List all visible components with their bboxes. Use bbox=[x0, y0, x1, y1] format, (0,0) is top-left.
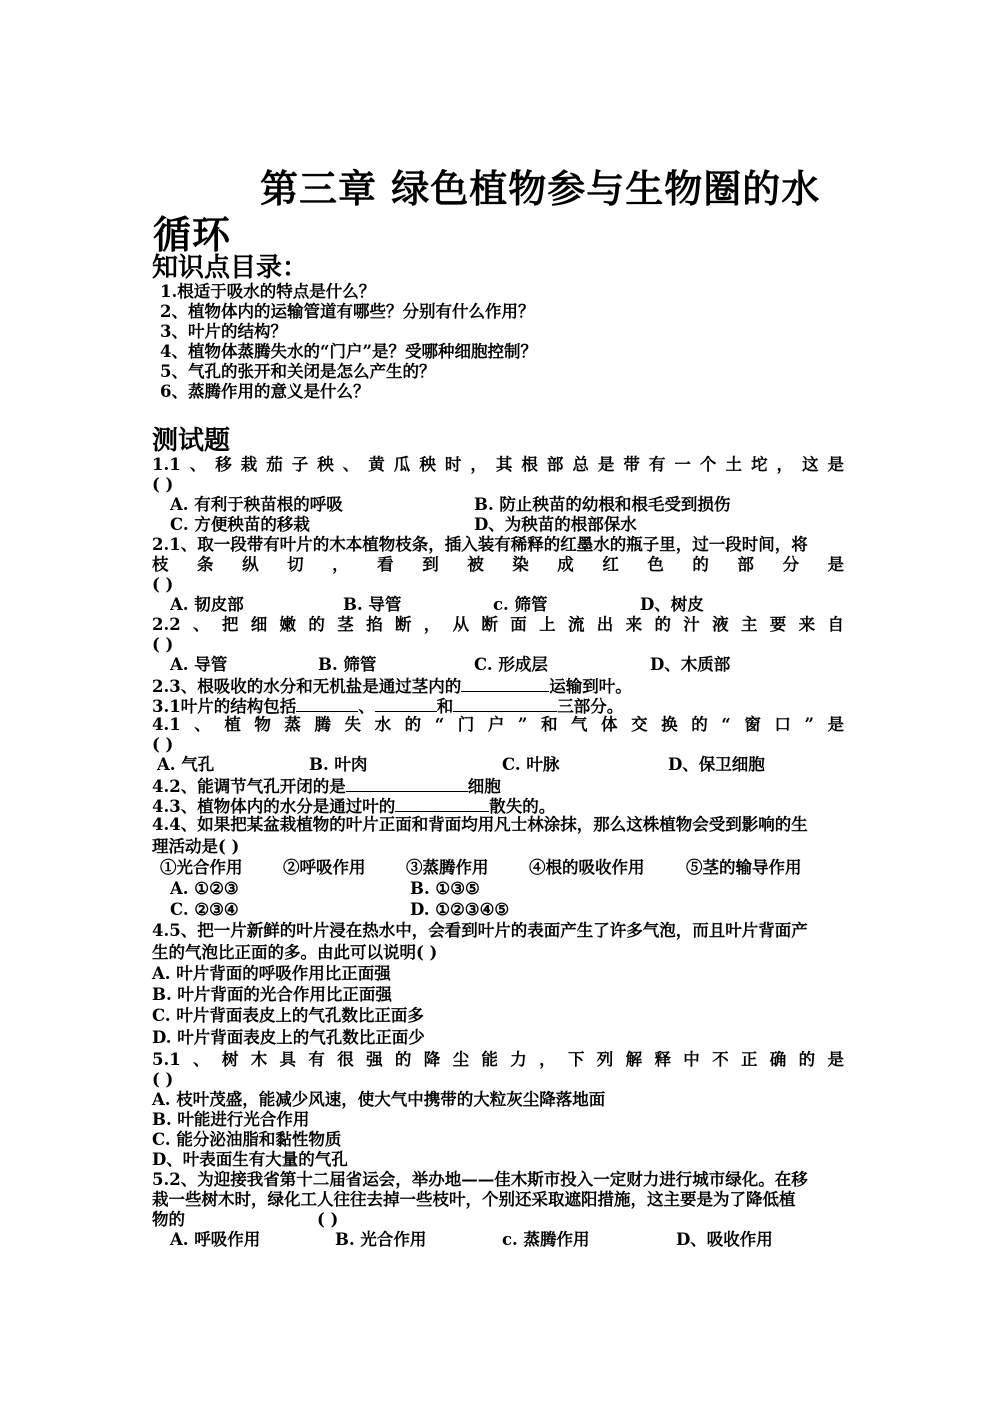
fill-blank[interactable] bbox=[395, 795, 489, 812]
question-2-1: 2.1、取一段带有叶片的木本植物枝条，插入装有稀释的红墨水的瓶子里，过一段时间，将 bbox=[152, 535, 808, 554]
option-b: B. 防止秧苗的幼根和根毛受到损伤 bbox=[474, 495, 731, 514]
option-b: B. 导管 bbox=[343, 595, 402, 614]
question-text: 细胞 bbox=[467, 777, 501, 796]
option-c: C. 形成层 bbox=[474, 655, 548, 674]
option-c: C. ②③④ bbox=[170, 900, 239, 919]
option-d: D、保卫细胞 bbox=[668, 755, 765, 774]
question-text: 三部分。 bbox=[557, 697, 624, 716]
question-text: 2.3、根吸收的水分和无机盐是通过茎内的 bbox=[152, 677, 462, 696]
question-4-5: 4.5、把一片新鲜的叶片浸在热水中，会看到叶片的表面产生了许多气泡，而且叶片背面产 bbox=[152, 921, 808, 940]
question-5-2: 5.2、为迎接我省第十二届省运会，举办地——佳木斯市投入一定财力进行城市绿化。在移 bbox=[152, 1170, 808, 1189]
option-a: A. 导管 bbox=[170, 655, 228, 674]
question-1-1: 1.1、移栽茄子秧、黄瓜秧时，其根部总是带有一个土坨，这是 bbox=[152, 455, 844, 474]
option-c: c. 筛管 bbox=[493, 595, 548, 614]
option-a: A. ①②③ bbox=[170, 879, 239, 898]
option-b: B. ①③⑤ bbox=[410, 879, 480, 898]
option-d: D. 叶片背面表皮上的气孔数比正面少 bbox=[152, 1028, 425, 1047]
fill-blank[interactable] bbox=[453, 695, 557, 712]
fill-blank[interactable] bbox=[346, 775, 468, 792]
chapter-title: 第三章 绿色植物参与生物圈的水循环 bbox=[153, 166, 821, 257]
question-text: 4.3、植物体内的水分是通过叶的 bbox=[152, 797, 396, 816]
fill-blank[interactable] bbox=[375, 695, 437, 712]
question-5-2-cont bbox=[152, 1210, 844, 1230]
list-item: ④根的吸收作用 bbox=[529, 858, 645, 877]
option-b: B. 叶能进行光合作用 bbox=[152, 1110, 310, 1129]
option-d: D、叶表面生有大量的气孔 bbox=[152, 1150, 348, 1169]
question-4-2 bbox=[152, 775, 844, 797]
option-a: A. 呼吸作用 bbox=[170, 1230, 261, 1249]
option-b: B. 叶片背面的光合作用比正面强 bbox=[152, 985, 392, 1004]
toc-item: 4、植物体蒸腾失水的“门户”是？受哪种细胞控制？ bbox=[160, 342, 537, 361]
answer-paren: ( ) bbox=[152, 735, 174, 754]
question-5-2-cont: 栽一些树木时，绿化工人往往去掉一些枝叶，个别还采取遮阳措施，这主要是为了降低植 bbox=[152, 1190, 796, 1209]
option-a: A. 枝叶茂盛，能减少风速，使大气中携带的大粒灰尘降落地面 bbox=[152, 1090, 606, 1109]
option-c: c. 蒸腾作用 bbox=[502, 1230, 590, 1249]
answer-paren: ( ) bbox=[152, 1070, 174, 1089]
option-c: C. 叶片背面表皮上的气孔数比正面多 bbox=[152, 1006, 424, 1025]
question-text: 物的 bbox=[152, 1210, 185, 1229]
toc-item: 3、叶片的结构？ bbox=[160, 322, 287, 341]
option-b: B. 叶肉 bbox=[309, 755, 368, 774]
option-d: D、树皮 bbox=[640, 595, 704, 614]
option-a: A. 气孔 bbox=[157, 755, 215, 774]
option-d: D、吸收作用 bbox=[676, 1230, 773, 1249]
answer-paren: ( ) bbox=[152, 635, 174, 654]
fill-blank[interactable] bbox=[296, 695, 358, 712]
toc-item: 2、植物体内的运输管道有哪些？分别有什么作用？ bbox=[160, 302, 535, 321]
list-item: ③蒸腾作用 bbox=[406, 858, 489, 877]
option-a: A. 韧皮部 bbox=[170, 595, 244, 614]
option-d: D. ①②③④⑤ bbox=[410, 900, 510, 919]
question-text: 运输到叶。 bbox=[549, 677, 632, 696]
option-d: D、木质部 bbox=[650, 655, 731, 674]
answer-paren: ( ) bbox=[152, 475, 174, 494]
option-b: B. 筛管 bbox=[318, 655, 377, 674]
question-3-1 bbox=[152, 695, 844, 717]
option-a: A. 有利于秧苗根的呼吸 bbox=[170, 495, 343, 514]
toc-item: 1.根适于吸水的特点是什么？ bbox=[160, 282, 376, 301]
fill-blank[interactable] bbox=[461, 675, 549, 692]
toc-item: 6、蒸腾作用的意义是什么？ bbox=[160, 382, 370, 401]
question-4-4-cont: 理活动是( ) bbox=[152, 837, 240, 856]
option-a: A. 叶片背面的呼吸作用比正面强 bbox=[152, 964, 391, 983]
question-2-3 bbox=[152, 675, 844, 697]
option-d: D、为秧苗的根部保水 bbox=[474, 515, 637, 534]
option-c: C. 能分泌油脂和黏性物质 bbox=[152, 1130, 342, 1149]
option-c: C. 叶脉 bbox=[502, 755, 560, 774]
question-4-4: 4.4、如果把某盆栽植物的叶片正面和背面均用凡士林涂抹，那么这株植物会受到影响的生 bbox=[152, 815, 808, 834]
question-2-1-cont: 枝条纵切，看到被染成红色的部分是 bbox=[152, 555, 844, 574]
question-text: 散失的。 bbox=[489, 797, 556, 816]
answer-paren: ( ) bbox=[152, 575, 174, 594]
option-b: B. 光合作用 bbox=[335, 1230, 427, 1249]
list-item: ⑤茎的输导作用 bbox=[686, 858, 802, 877]
option-c: C. 方便秧苗的移栽 bbox=[170, 515, 310, 534]
question-text: 3.1叶片的结构包括 bbox=[152, 697, 297, 716]
question-4-5-cont: 生的气泡比正面的多。由此可以说明( ) bbox=[152, 943, 438, 962]
question-text: 和 bbox=[436, 697, 454, 716]
question-2-2: 2.2、把细嫩的茎掐断，从断面上流出来的汁液主要来自 bbox=[152, 615, 844, 634]
test-heading: 测试题 bbox=[152, 426, 231, 456]
toc-heading: 知识点目录： bbox=[152, 253, 309, 283]
answer-paren: ( ) bbox=[317, 1210, 339, 1229]
question-text: 、 bbox=[358, 697, 375, 716]
question-text: 4.2、能调节气孔开闭的是 bbox=[152, 777, 346, 796]
question-4-3 bbox=[152, 795, 844, 817]
question-5-1: 5.1、树木具有很强的降尘能力，下列解释中不正确的是 bbox=[152, 1050, 844, 1069]
toc-item: 5、气孔的张开和关闭是怎么产生的？ bbox=[160, 362, 436, 381]
question-4-1: 4.1、植物蒸腾失水的“门户”和气体交换的“窗口”是 bbox=[152, 715, 844, 734]
list-item: ②呼吸作用 bbox=[283, 858, 366, 877]
list-item: ①光合作用 bbox=[160, 858, 243, 877]
